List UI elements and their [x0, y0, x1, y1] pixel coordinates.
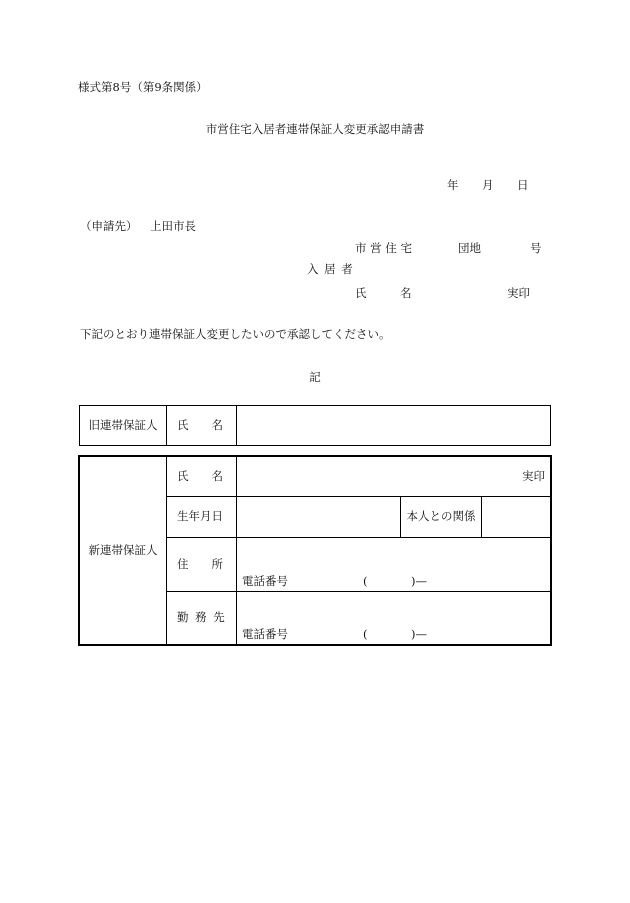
- address-phone-line: [237, 576, 550, 588]
- birthdate-field: [236, 496, 400, 537]
- old-guarantor-name-field: [236, 406, 550, 445]
- new-guarantor-seal-label: 実印: [522, 468, 545, 483]
- address-phone-paren-close: )—: [411, 574, 427, 588]
- form-number: 様式第8号（第9条関係）: [78, 80, 208, 94]
- birthdate-label: 生年月日: [166, 496, 236, 537]
- addressee-name: 上田市長: [150, 219, 196, 233]
- addressee-label: （申請先）: [80, 219, 138, 233]
- old-guarantor-table: [79, 405, 551, 446]
- applicant-name-label-second: 名: [400, 286, 412, 300]
- address-phone-paren-open: (: [363, 574, 368, 588]
- workplace-phone-label: 電話番号: [242, 627, 288, 641]
- applicant-name-label-first: 氏: [355, 286, 367, 300]
- date-year-label: 年: [447, 178, 459, 192]
- new-guarantor-table: [78, 455, 552, 646]
- relationship-field: [481, 496, 550, 537]
- new-guarantor-section-label: 新連帯保証人: [88, 542, 158, 557]
- workplace-label: 勤 務 先: [166, 591, 236, 644]
- workplace-phone-line: [237, 629, 550, 641]
- resident-label: 入 居 者: [307, 262, 354, 276]
- date-day-label: 日: [517, 178, 529, 192]
- workplace-phone-paren-close: )—: [411, 627, 427, 641]
- note-heading: 記: [309, 370, 321, 384]
- housing-number-suffix: 号: [530, 241, 542, 255]
- address-field: [236, 537, 550, 591]
- document-title: 市営住宅入居者連帯保証人変更承認申請書: [205, 122, 425, 136]
- address-phone-label: 電話番号: [242, 574, 288, 588]
- relationship-label: 本人との関係: [400, 496, 481, 537]
- workplace-phone-paren-open: (: [363, 627, 368, 641]
- housing-label: 市 営 住 宅: [355, 241, 412, 255]
- new-guarantor-name-label: 氏 名: [166, 457, 236, 496]
- request-text: 下記のとおり連帯保証人変更したいので承認してください。: [80, 327, 391, 341]
- housing-complex-suffix: 団地: [458, 241, 481, 255]
- old-guarantor-name-label: 氏 名: [166, 406, 236, 445]
- applicant-seal-label: 実印: [507, 286, 530, 300]
- workplace-field: [236, 591, 550, 644]
- date-month-label: 月: [482, 178, 494, 192]
- old-guarantor-section-label: 旧連帯保証人: [88, 417, 158, 432]
- address-label: 住 所: [166, 537, 236, 591]
- new-guarantor-name-field: [236, 457, 550, 496]
